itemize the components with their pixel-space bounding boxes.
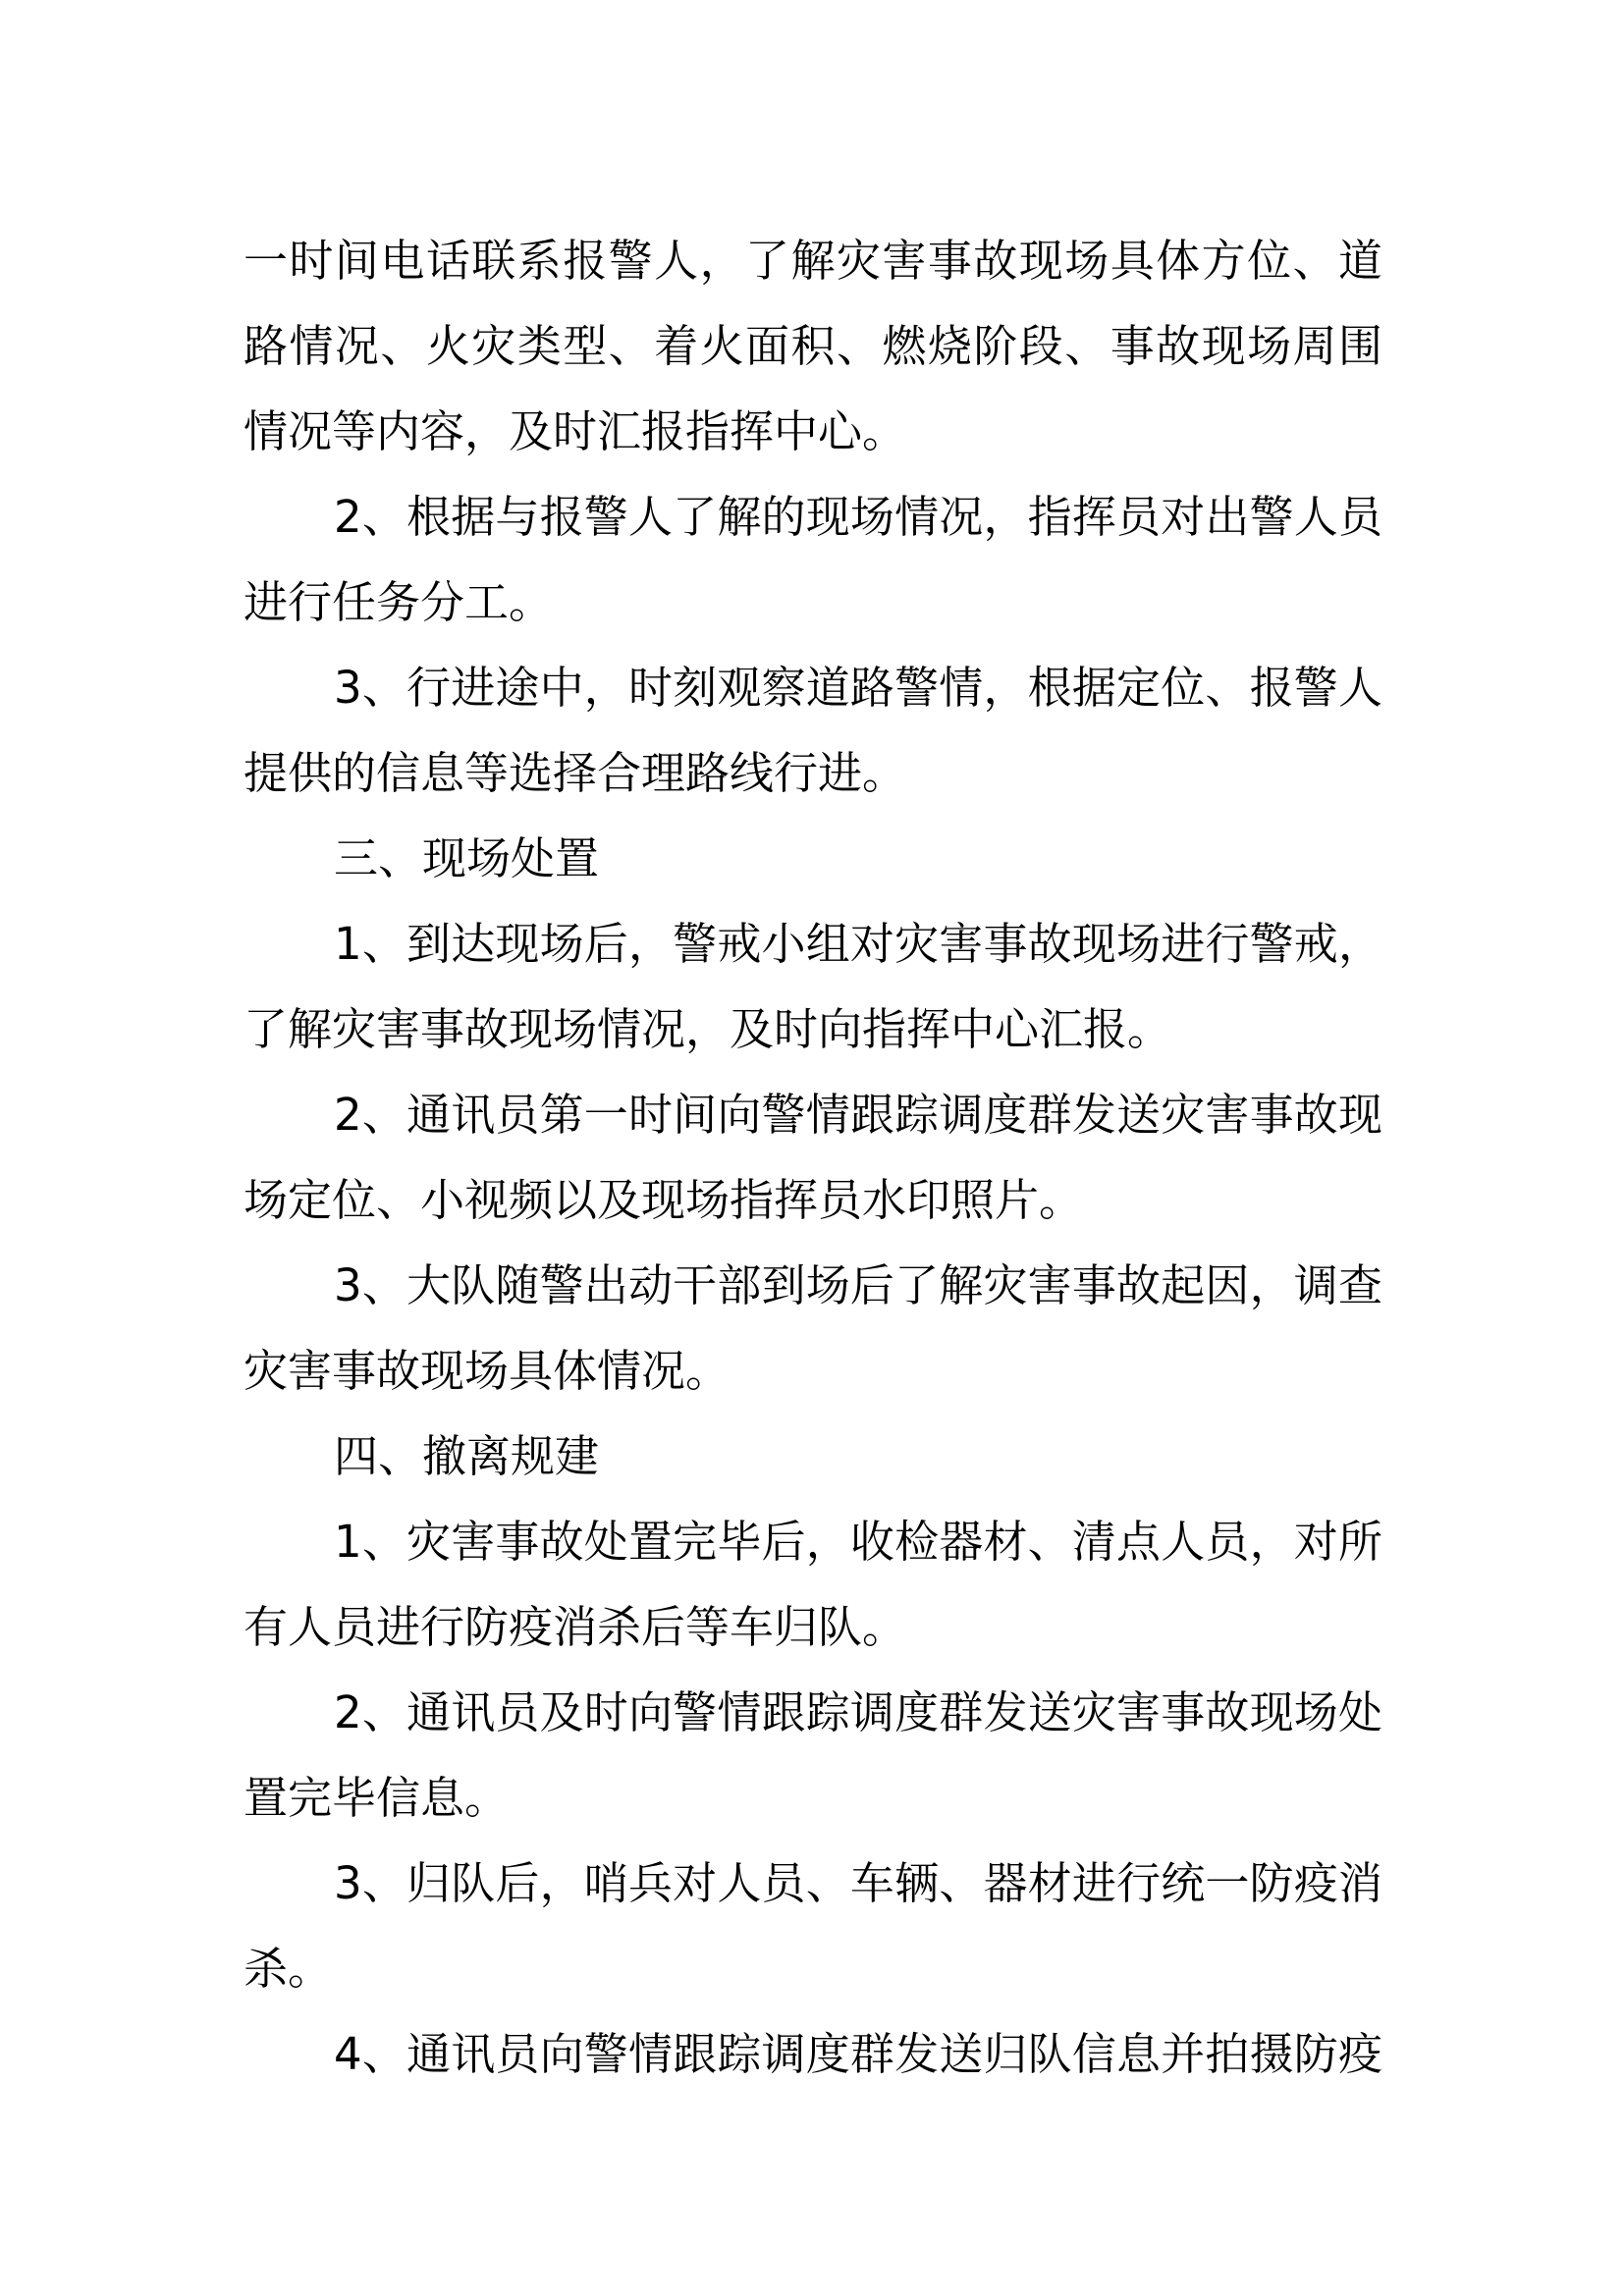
paragraph — [244, 218, 1382, 474]
paragraph — [244, 645, 1382, 816]
text-line: 3、大队随警出动干部到场后了解灾害事故起因，调查 — [334, 1259, 1382, 1311]
text-line: 2、根据与报警人了解的现场情况，指挥员对出警人员 — [334, 491, 1382, 543]
paragraph — [244, 1499, 1382, 1670]
paragraph — [244, 1670, 1382, 1841]
text-line: 进行任务分工。 — [244, 576, 554, 628]
text-line: 四、撤离规建 — [334, 1430, 600, 1482]
text-line: 场定位、小视频以及现场指挥员水印照片。 — [244, 1174, 1084, 1226]
text-line: 2、通讯员及时向警情跟踪调度群发送灾害事故现场处 — [334, 1686, 1382, 1738]
text-line: 3、归队后，哨兵对人员、车辆、器材进行统一防疫消 — [334, 1857, 1382, 1909]
text-line: 4、通讯员向警情跟踪调度群发送归队信息并拍摄防疫 — [334, 2028, 1382, 2080]
text-line: 了解灾害事故现场情况，及时向指挥中心汇报。 — [244, 1003, 1172, 1055]
paragraph — [244, 816, 1382, 901]
paragraph — [244, 1841, 1382, 2011]
document-page — [244, 218, 1382, 2097]
paragraph — [244, 1072, 1382, 1243]
paragraph — [244, 1414, 1382, 1499]
text-line: 情况等内容，及时汇报指挥中心。 — [244, 405, 907, 457]
text-line: 一时间电话联系报警人，了解灾害事故现场具体方位、道 — [244, 235, 1382, 287]
paragraph — [244, 901, 1382, 1072]
text-line: 提供的信息等选择合理路线行进。 — [244, 747, 907, 799]
text-line: 置完毕信息。 — [244, 1772, 510, 1824]
paragraph — [244, 2011, 1382, 2097]
text-line: 三、现场处置 — [334, 832, 600, 884]
text-line: 1、灾害事故处置完毕后，收检器材、清点人员，对所 — [334, 1516, 1382, 1568]
paragraph — [244, 1243, 1382, 1414]
text-line: 2、通讯员第一时间向警情跟踪调度群发送灾害事故现 — [334, 1089, 1382, 1141]
text-line: 有人员进行防疫消杀后等车归队。 — [244, 1601, 907, 1653]
text-line: 1、到达现场后，警戒小组对灾害事故现场进行警戒， — [334, 918, 1382, 970]
text-line: 灾害事故现场具体情况。 — [244, 1345, 731, 1397]
text-line: 杀。 — [244, 1943, 333, 1995]
paragraph — [244, 474, 1382, 645]
text-line: 路情况、火灾类型、着火面积、燃烧阶段、事故现场周围 — [244, 320, 1382, 372]
text-line: 3、行进途中，时刻观察道路警情，根据定位、报警人 — [334, 662, 1382, 714]
